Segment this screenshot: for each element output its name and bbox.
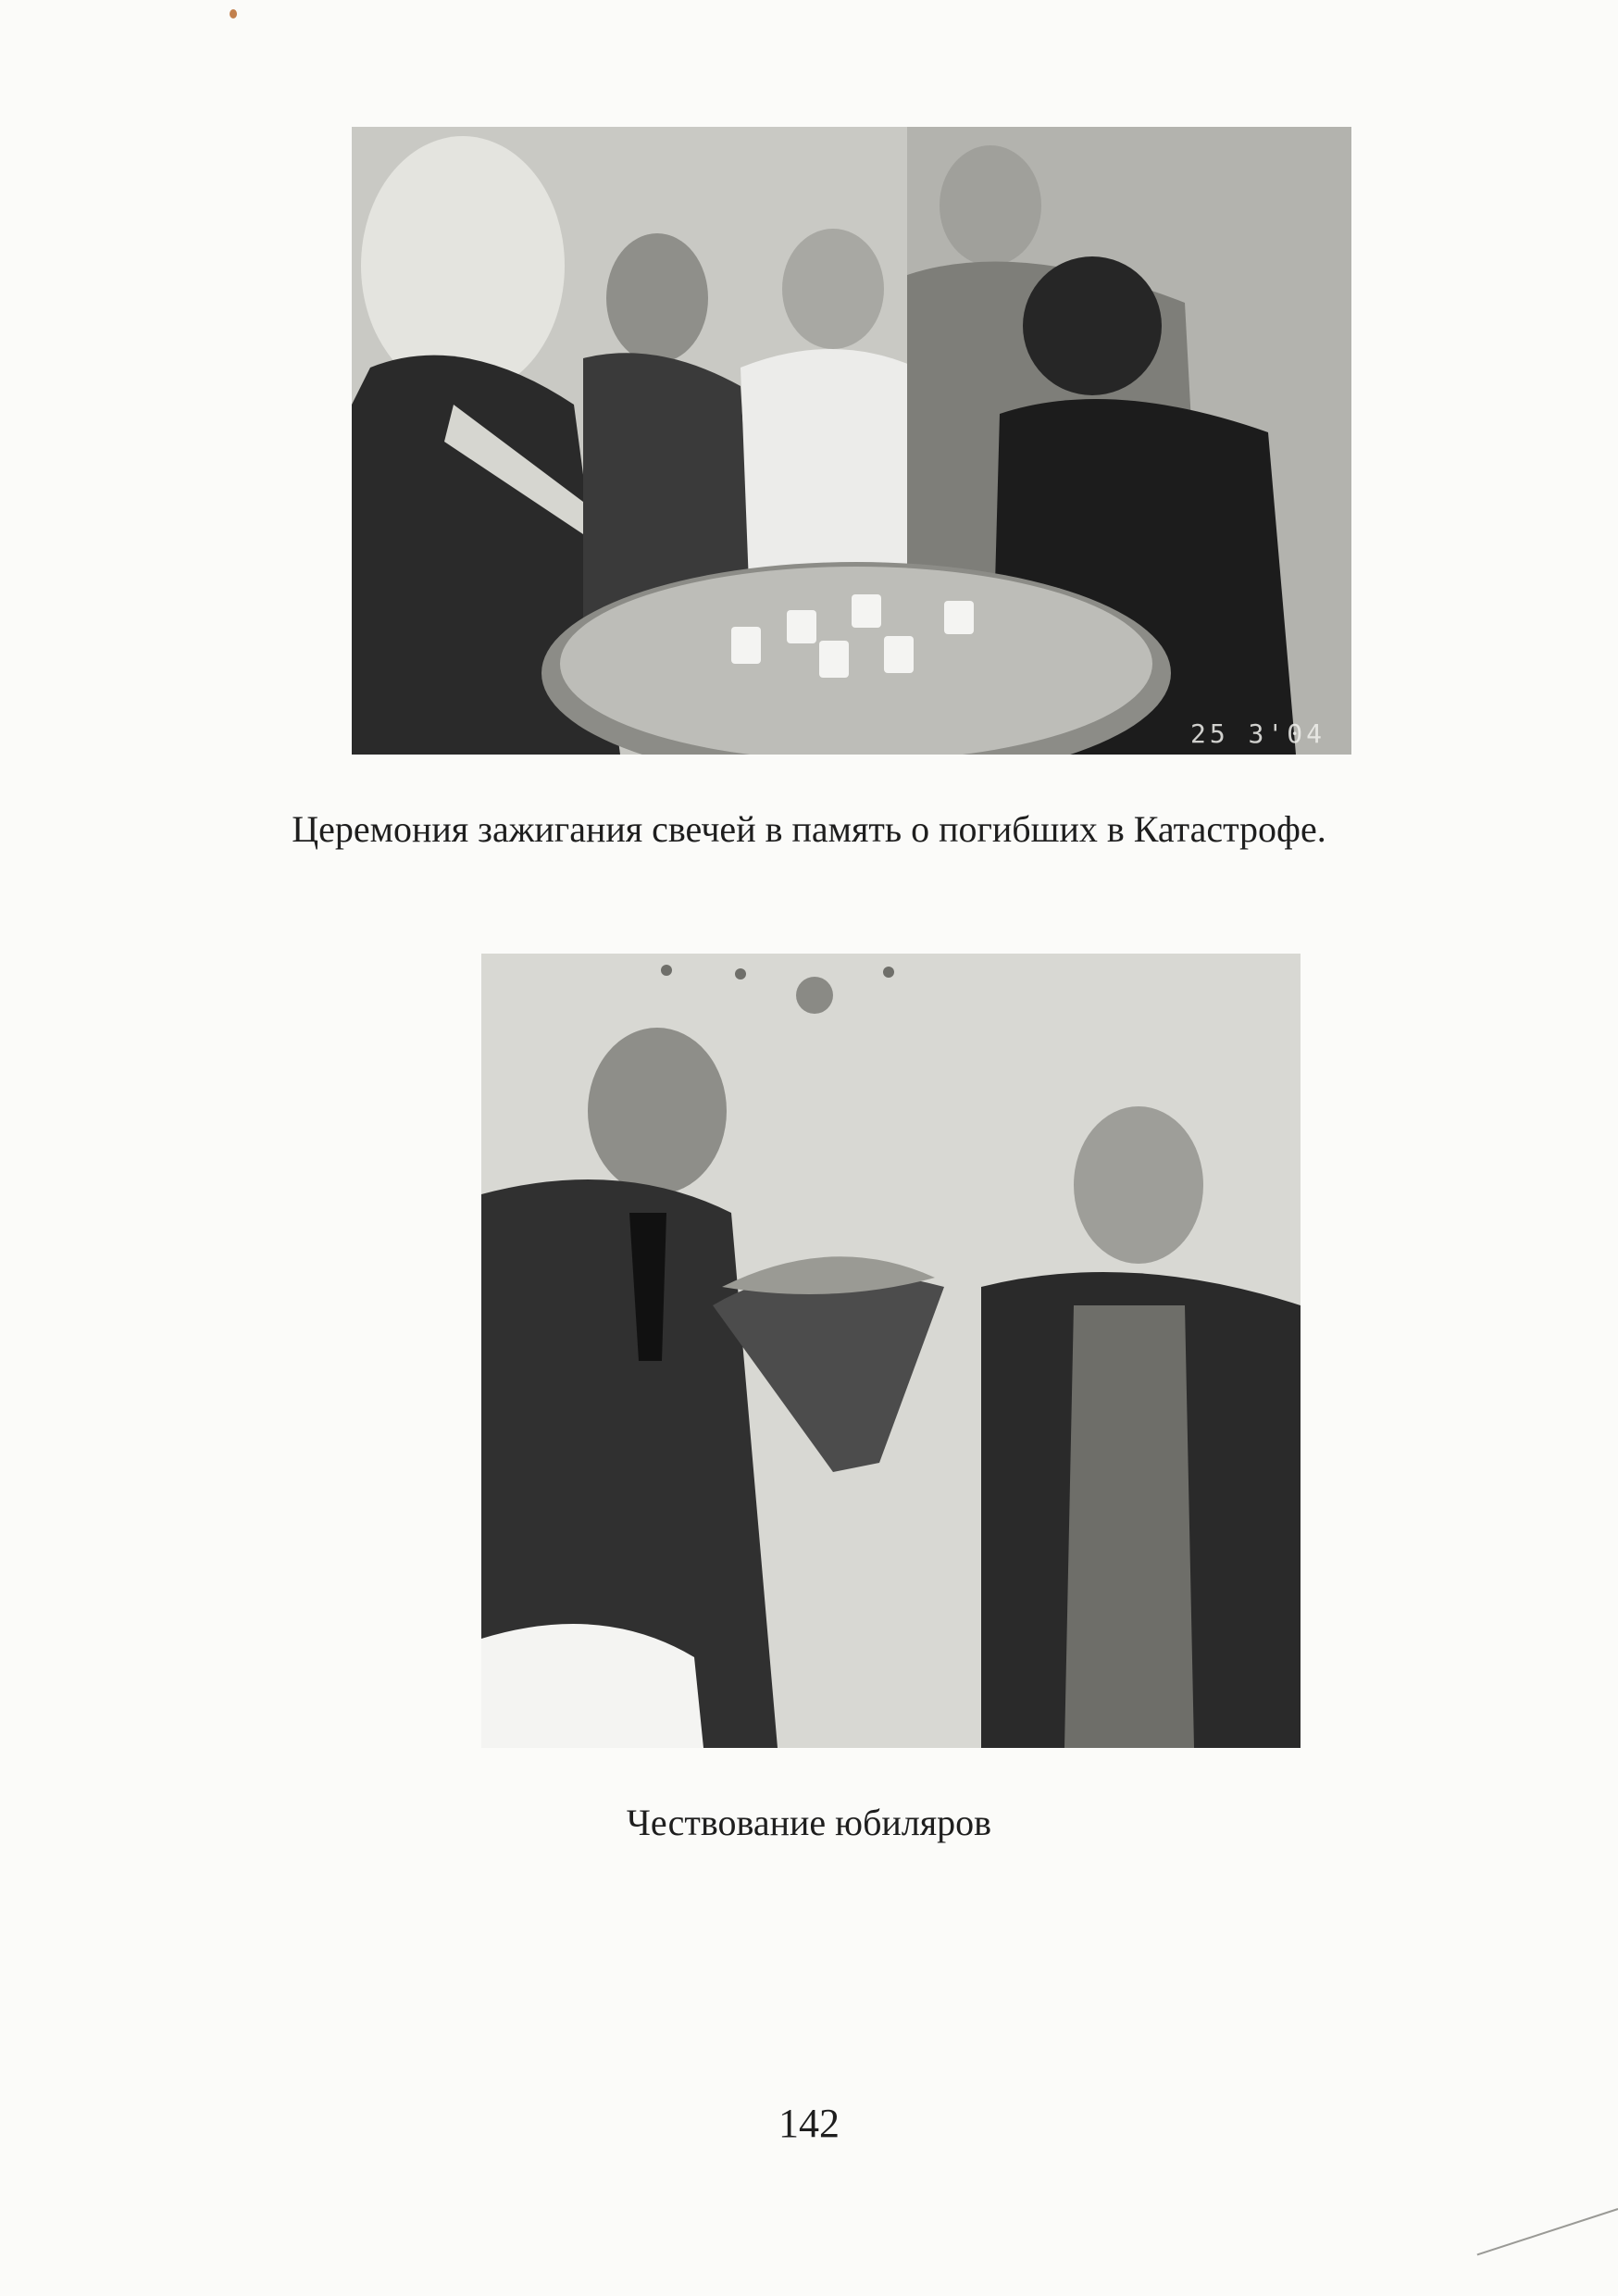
photo-candle-ceremony-image xyxy=(352,127,1351,755)
scan-speck xyxy=(230,9,237,19)
scan-artifact-line xyxy=(1477,2208,1618,2255)
photo-caption: Чествование юбиляров xyxy=(626,1802,992,1843)
photo-jubilee xyxy=(481,954,1301,1748)
page-number: 142 xyxy=(778,2101,840,2146)
photo-candle-ceremony xyxy=(352,127,1351,755)
photo-date-stamp: 25 3'04 xyxy=(1189,718,1326,749)
photo-caption: Церемония зажигания свечей в память о погибших в Катастрофе. xyxy=(292,808,1326,850)
photo-jubilee-image xyxy=(481,954,1301,1748)
